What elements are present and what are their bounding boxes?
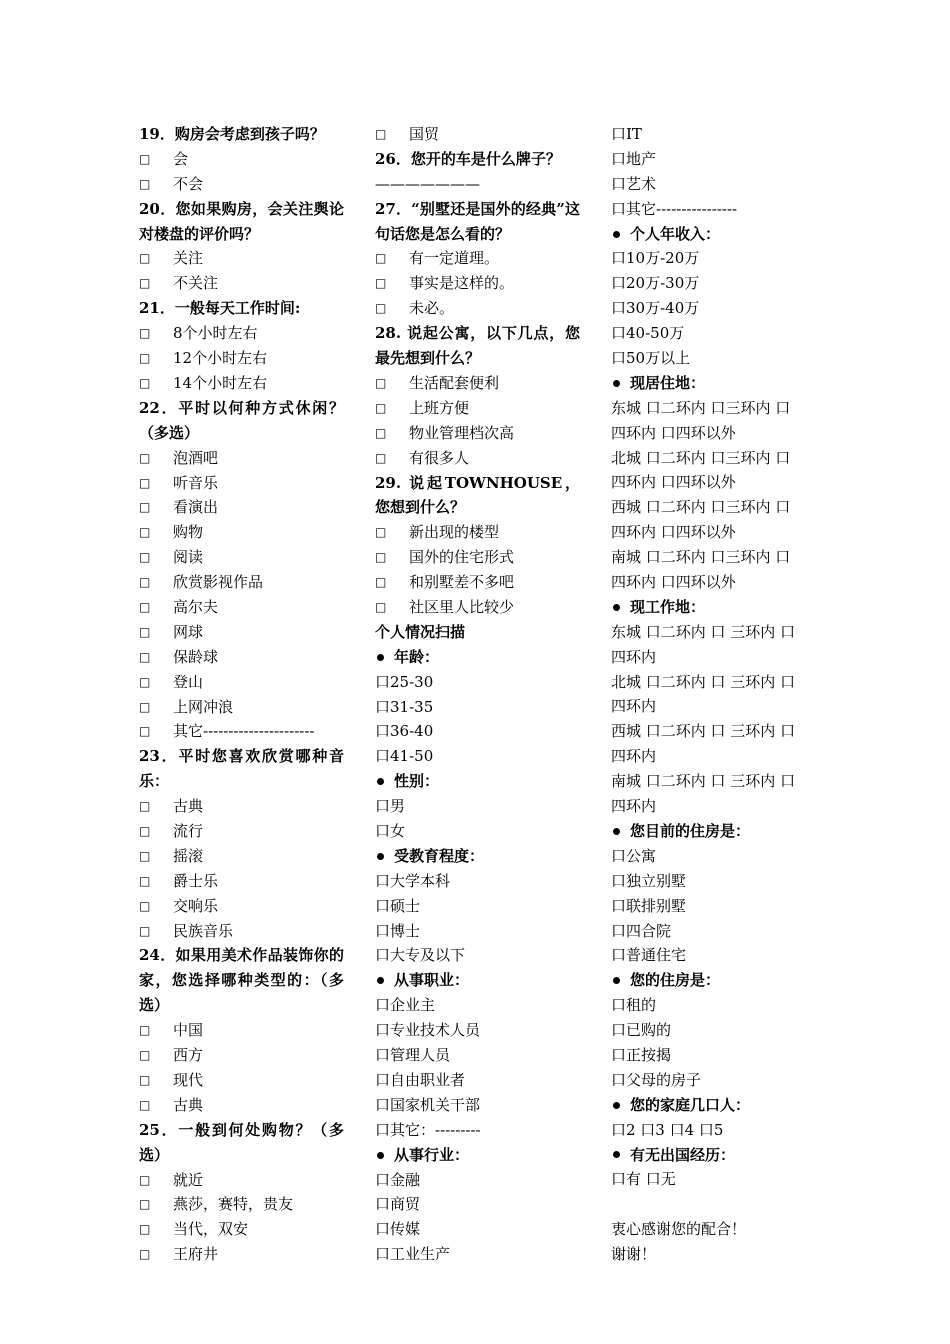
checkbox-icon[interactable]: □ — [139, 351, 151, 366]
education-option[interactable]: 口硕士 — [375, 896, 421, 915]
housing-status-label: 您的住房是： — [611, 968, 816, 993]
option-checkbox[interactable]: □ 王府井 — [139, 1242, 344, 1267]
option-checkbox[interactable]: □ 有一定道理。 — [375, 246, 580, 271]
bullet-icon — [613, 977, 620, 984]
bullet-icon — [377, 853, 384, 860]
question-21-title: 21．一般每天工作时间: — [139, 299, 301, 318]
option-checkbox[interactable]: □ 不关注 — [139, 271, 344, 296]
option-checkbox[interactable]: □ 事实是这样的。 — [375, 271, 580, 296]
workplace-line[interactable]: 四环内 — [611, 747, 657, 766]
option-checkbox[interactable]: □ 国贸 — [375, 122, 580, 147]
option-checkbox[interactable]: □ 有很多人 — [375, 446, 580, 471]
checkbox-icon[interactable]: □ — [139, 176, 151, 191]
age-option[interactable]: 口25-30 — [375, 672, 434, 691]
age-option[interactable]: 口41-50 — [375, 747, 434, 766]
bullet-icon — [613, 1102, 620, 1109]
residence-line[interactable]: 北城 口二环内 口三环内 口 — [611, 448, 791, 467]
income-option[interactable]: 口30万-40万 — [611, 299, 700, 318]
housing-type-option[interactable]: 口普通住宅 — [611, 946, 687, 965]
option-checkbox[interactable]: □ 阅读 — [139, 545, 344, 570]
checkbox-icon[interactable]: □ — [139, 1048, 151, 1063]
option-checkbox[interactable]: □ 古典 — [139, 1093, 344, 1118]
option-checkbox[interactable]: □ 民族音乐 — [139, 919, 344, 944]
option-checkbox[interactable]: □ 欣赏影视作品 — [139, 570, 344, 595]
option-checkbox[interactable]: □ 8个小时左右 — [139, 321, 344, 346]
occupation-option[interactable]: 口企业主 — [375, 996, 436, 1015]
abroad-options[interactable]: 口有 口无 — [611, 1170, 676, 1189]
thanks-short: 谢谢！ — [611, 1245, 657, 1264]
option-checkbox[interactable]: □ 上班方便 — [375, 396, 580, 421]
industry-option[interactable]: 口地产 — [611, 149, 657, 168]
checkbox-icon[interactable]: □ — [139, 276, 151, 291]
residence-line[interactable]: 西城 口二环内 口三环内 口 — [611, 498, 791, 517]
checkbox-icon[interactable]: □ — [375, 400, 387, 415]
option-checkbox[interactable]: □ 物业管理档次高 — [375, 421, 580, 446]
checkbox-icon[interactable]: □ — [139, 923, 151, 938]
option-checkbox[interactable]: □ 燕莎，赛特，贵友 — [139, 1192, 344, 1217]
occupation-option[interactable]: 口国家机关干部 — [375, 1095, 481, 1114]
age-label: 年龄： — [375, 645, 580, 670]
option-checkbox[interactable]: □ 未必。 — [375, 296, 580, 321]
education-label: 受教育程度： — [375, 844, 580, 869]
workplace-line[interactable]: 四环内 — [611, 647, 657, 666]
industry-option[interactable]: 口IT — [611, 125, 642, 143]
option-checkbox[interactable]: □ 当代，双安 — [139, 1217, 344, 1242]
income-option[interactable]: 口20万-30万 — [611, 274, 700, 293]
checkbox-icon[interactable]: □ — [139, 575, 151, 590]
checkbox-icon[interactable]: □ — [375, 251, 387, 266]
workplace-line[interactable]: 西城 口二环内 口 三环内 口 — [611, 722, 796, 741]
option-checkbox[interactable]: □ 国外的住宅形式 — [375, 545, 580, 570]
checkbox-icon[interactable]: □ — [375, 525, 387, 540]
bullet-icon — [613, 380, 620, 387]
option-checkbox[interactable]: □ 会 — [139, 147, 344, 172]
checkbox-icon[interactable]: □ — [139, 500, 151, 515]
workplace-label: 现工作地： — [611, 595, 816, 620]
checkbox-icon[interactable]: □ — [375, 600, 387, 615]
industry-option[interactable]: 口金融 — [375, 1170, 421, 1189]
option-checkbox[interactable]: □ 社区里人比较少 — [375, 595, 580, 620]
option-checkbox[interactable]: □ 摇滚 — [139, 844, 344, 869]
checkbox-icon[interactable]: □ — [139, 251, 151, 266]
column-1 — [139, 122, 344, 1267]
checkbox-icon[interactable]: □ — [139, 1023, 151, 1038]
workplace-line[interactable]: 东城 口二环内 口 三环内 口 — [611, 622, 796, 641]
checkbox-icon[interactable]: □ — [139, 1097, 151, 1112]
checkbox-icon[interactable]: □ — [375, 550, 387, 565]
housing-type-option[interactable]: 口独立别墅 — [611, 871, 687, 890]
option-checkbox[interactable]: □ 西方 — [139, 1043, 344, 1068]
option-checkbox[interactable]: □ 关注 — [139, 246, 344, 271]
checkbox-icon[interactable]: □ — [139, 724, 151, 739]
question-27-title: 27．“别墅还是国外的经典”这句话您是怎么看的？ — [375, 199, 580, 243]
age-option[interactable]: 口31-35 — [375, 697, 434, 716]
education-option[interactable]: 口博士 — [375, 921, 421, 940]
industry-option[interactable]: 口艺术 — [611, 174, 657, 193]
option-checkbox[interactable]: □ 泡酒吧 — [139, 446, 344, 471]
bullet-icon — [377, 1152, 384, 1159]
residence-line[interactable]: 南城 口二环内 口三环内 口 — [611, 548, 791, 567]
option-checkbox[interactable]: □ 流行 — [139, 819, 344, 844]
income-option[interactable]: 口40-50万 — [611, 324, 685, 343]
option-checkbox[interactable]: □ 新出现的楼型 — [375, 520, 580, 545]
option-checkbox[interactable]: □ 交响乐 — [139, 894, 344, 919]
gender-option[interactable]: 口男 — [375, 797, 406, 816]
bullet-icon — [377, 778, 384, 785]
industry-option[interactable]: 口商贸 — [375, 1195, 421, 1214]
question-23-title: 23．平时您喜欢欣赏哪种音乐： — [139, 747, 344, 791]
bullet-icon — [377, 977, 384, 984]
option-checkbox[interactable]: □ 高尔夫 — [139, 595, 344, 620]
occupation-option[interactable]: 口管理人员 — [375, 1046, 451, 1065]
housing-status-option[interactable]: 口父母的房子 — [611, 1070, 702, 1089]
checkbox-icon[interactable]: □ — [375, 276, 387, 291]
checkbox-icon[interactable]: □ — [139, 1197, 151, 1212]
education-option[interactable]: 口大专及以下 — [375, 946, 466, 965]
question-25-title: 25．一般到何处购物？（多选） — [139, 1120, 344, 1164]
bullet-icon — [613, 604, 620, 611]
option-checkbox[interactable]: □ 现代 — [139, 1068, 344, 1093]
checkbox-icon[interactable]: □ — [139, 824, 151, 839]
option-checkbox[interactable]: □ 看演出 — [139, 495, 344, 520]
checkbox-icon[interactable]: □ — [139, 699, 151, 714]
checkbox-icon[interactable]: □ — [139, 326, 151, 341]
housing-type-option[interactable]: 口四合院 — [611, 921, 672, 940]
option-checkbox[interactable]: □ 14个小时左右 — [139, 371, 344, 396]
residence-line[interactable]: 四环内 口四环以外 — [611, 523, 736, 542]
residence-line[interactable]: 东城 口二环内 口三环内 口 — [611, 398, 791, 417]
checkbox-icon[interactable]: □ — [139, 1247, 151, 1262]
education-option[interactable]: 口大学本科 — [375, 871, 451, 890]
income-option[interactable]: 口10万-20万 — [611, 249, 700, 268]
occupation-label: 从事职业： — [375, 968, 580, 993]
option-checkbox[interactable]: □ 网球 — [139, 620, 344, 645]
question-20-title: 20．您如果购房，会关注舆论对楼盘的评价吗？ — [139, 199, 344, 243]
checkbox-icon[interactable]: □ — [139, 873, 151, 888]
option-checkbox[interactable]: □ 爵士乐 — [139, 869, 344, 894]
checkbox-icon[interactable]: □ — [139, 375, 151, 390]
option-checkbox[interactable]: □ 购物 — [139, 520, 344, 545]
checkbox-icon[interactable]: □ — [375, 127, 387, 141]
option-checkbox[interactable]: □ 就近 — [139, 1168, 344, 1193]
residence-line[interactable]: 四环内 口四环以外 — [611, 573, 736, 592]
workplace-line[interactable]: 四环内 — [611, 697, 657, 716]
question-28-title: 28. 说起公寓，以下几点，您最先想到什么？ — [375, 324, 580, 368]
residence-label: 现居住地： — [611, 371, 816, 396]
checkbox-icon[interactable]: □ — [139, 1072, 151, 1087]
checkbox-icon[interactable]: □ — [139, 649, 151, 664]
option-checkbox[interactable]: □ 中国 — [139, 1018, 344, 1043]
checkbox-icon[interactable]: □ — [139, 525, 151, 540]
checkbox-icon[interactable]: □ — [375, 575, 387, 590]
thanks-message: 衷心感谢您的配合！ — [611, 1220, 747, 1239]
option-checkbox[interactable]: □ 听音乐 — [139, 471, 344, 496]
abroad-label: 有无出国经历： — [611, 1143, 816, 1168]
housing-type-label: 您目前的住房是： — [611, 819, 816, 844]
bullet-icon — [613, 1151, 620, 1158]
bullet-icon — [613, 828, 620, 835]
income-label: 个人年收入： — [611, 222, 816, 247]
checkbox-icon[interactable]: □ — [139, 475, 151, 490]
option-checkbox[interactable]: □ 古典 — [139, 794, 344, 819]
checkbox-icon[interactable]: □ — [375, 425, 387, 440]
question-22-title: 22．平时以何种方式休闲？（多选） — [139, 398, 344, 442]
checkbox-icon[interactable]: □ — [139, 898, 151, 913]
occupation-option[interactable]: 口自由职业者 — [375, 1070, 466, 1089]
family-label: 您的家庭几口人： — [611, 1093, 816, 1118]
gender-label: 性别： — [375, 769, 580, 794]
spacer — [611, 1192, 816, 1217]
housing-type-option[interactable]: 口公寓 — [611, 846, 657, 865]
answer-blank[interactable]: ——————— — [375, 174, 480, 193]
checkbox-icon[interactable]: □ — [139, 151, 151, 166]
family-options[interactable]: 口2 口3 口4 口5 — [611, 1120, 724, 1139]
checkbox-icon[interactable]: □ — [139, 599, 151, 614]
housing-status-option[interactable]: 口正按揭 — [611, 1045, 672, 1064]
question-24-title: 24．如果用美术作品装饰你的家，您选择哪种类型的：（多选） — [139, 946, 344, 1015]
checkbox-icon[interactable]: □ — [139, 799, 151, 814]
occupation-option[interactable]: 口专业技术人员 — [375, 1021, 481, 1040]
option-checkbox[interactable]: □ 12个小时左右 — [139, 346, 344, 371]
industry-option[interactable]: 口工业生产 — [375, 1245, 451, 1264]
industry-option[interactable]: 口传媒 — [375, 1220, 421, 1239]
checkbox-icon[interactable]: □ — [139, 624, 151, 639]
checkbox-icon[interactable]: □ — [375, 450, 387, 465]
age-option[interactable]: 口36-40 — [375, 722, 434, 741]
option-checkbox[interactable]: □ 保龄球 — [139, 645, 344, 670]
checkbox-icon[interactable]: □ — [139, 674, 151, 689]
industry-option[interactable]: 口其它---------------- — [611, 199, 738, 218]
checkbox-icon[interactable]: □ — [375, 375, 387, 390]
option-checkbox[interactable]: □ 不会 — [139, 172, 344, 197]
workplace-line[interactable]: 南城 口二环内 口 三环内 口 — [611, 772, 796, 791]
residence-line[interactable]: 四环内 口四环以外 — [611, 423, 736, 442]
housing-status-option[interactable]: 口已购的 — [611, 1021, 672, 1040]
housing-status-option[interactable]: 口租的 — [611, 996, 657, 1015]
column-3 — [611, 122, 816, 1267]
question-29-title: 29. 说起TOWNHOUSE，您想到什么？ — [375, 473, 580, 517]
question-19-title: 19．购房会考虑到孩子吗？ — [139, 125, 325, 143]
checkbox-icon[interactable]: □ — [139, 848, 151, 863]
checkbox-icon[interactable]: □ — [139, 550, 151, 565]
section-title: 个人情况扫描 — [375, 622, 466, 641]
workplace-line[interactable]: 四环内 — [611, 797, 657, 816]
occupation-option[interactable]: 口其它：--------- — [375, 1120, 481, 1139]
checkbox-icon[interactable]: □ — [139, 450, 151, 465]
bullet-icon — [377, 654, 384, 661]
option-checkbox[interactable]: □ 上网冲浪 — [139, 695, 344, 720]
checkbox-icon[interactable]: □ — [139, 1222, 151, 1237]
industry-label: 从事行业： — [375, 1143, 580, 1168]
checkbox-icon[interactable]: □ — [375, 301, 387, 316]
gender-option[interactable]: 口女 — [375, 822, 406, 841]
question-26-title: 26．您开的车是什么牌子？ — [375, 149, 561, 168]
option-checkbox[interactable]: □ 和别墅差不多吧 — [375, 570, 580, 595]
housing-type-option[interactable]: 口联排别墅 — [611, 896, 687, 915]
option-checkbox[interactable]: □ 其它---------------------- — [139, 719, 344, 744]
income-option[interactable]: 口50万以上 — [611, 349, 691, 368]
option-checkbox[interactable]: □ 登山 — [139, 670, 344, 695]
workplace-line[interactable]: 北城 口二环内 口 三环内 口 — [611, 672, 796, 691]
option-checkbox[interactable]: □ 生活配套便利 — [375, 371, 580, 396]
bullet-icon — [613, 231, 620, 238]
column-2 — [375, 122, 580, 1267]
residence-line[interactable]: 四环内 口四环以外 — [611, 473, 736, 492]
checkbox-icon[interactable]: □ — [139, 1172, 151, 1187]
